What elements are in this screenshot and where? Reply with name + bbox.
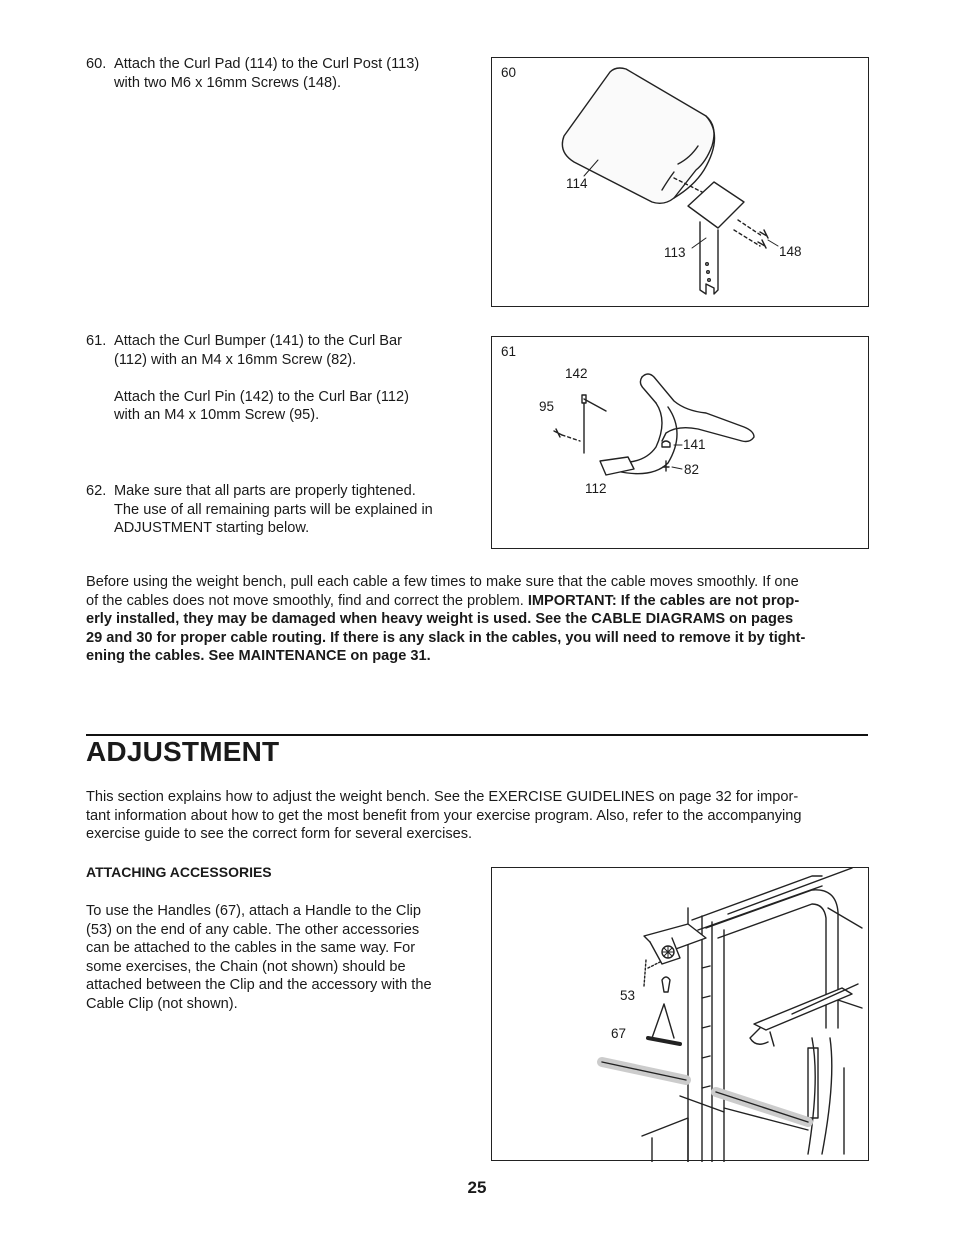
page-number: 25 [467, 1178, 487, 1197]
step-61 [86, 332, 476, 428]
section-title: ADJUSTMENT [86, 736, 280, 767]
label-curl-pin: 142 [565, 366, 588, 381]
label-clip: 53 [620, 988, 636, 1003]
label-curl-bumper: 141 [683, 437, 706, 452]
adjustment-intro: This section explains how to adjust the weight bench. See the EXERCISE GUIDELINES on page 32 for impor- tant information about how to get the most benefit from your exercise program. Also, refer to the accompanying exercise guide to see the correct form for several exercises. [86, 789, 802, 842]
step-text: Attach the Curl Pad (114) to the Curl Post (113) with two M6 x 16mm Screws (148). [114, 56, 420, 91]
figure-accessories [491, 867, 869, 1161]
figure-61 [491, 336, 869, 549]
step-62 [86, 482, 476, 542]
step-60 [86, 55, 476, 95]
label-screws: 148 [779, 244, 802, 259]
step-text: Attach the Curl Bumper (141) to the Curl Bar (112) with an M4 x 16mm Screw (82). Attach the Curl Pin (142) to the Curl Bar (112) with an M4 x 10mm Screw (95). [114, 333, 409, 423]
label-curl-pad: 114 [566, 176, 588, 191]
figure-tag: 60 [501, 65, 517, 80]
step-number: 61. [86, 333, 107, 349]
label-curl-post: 113 [664, 245, 686, 260]
curl-bar-diagram [492, 337, 870, 550]
weight-bench-tower-diagram [492, 868, 870, 1162]
label-handle: 67 [611, 1026, 627, 1041]
figure-60 [491, 57, 869, 307]
step-text: Make sure that all parts are properly tightened. The use of all remaining parts will be explained in ADJUSTMENT starting below. [114, 483, 433, 536]
figure-tag: 61 [501, 344, 517, 359]
subheading-attaching-accessories: ATTACHING ACCESSORIES [86, 864, 272, 880]
step-number: 62. [86, 483, 107, 499]
curl-pad-diagram [492, 58, 870, 308]
label-screw-82: 82 [684, 462, 700, 477]
accessories-text: To use the Handles (67), attach a Handle to the Clip (53) on the end of any cable. The other accessories can be attached to the cables in the same way. For some exercises, the Chain (not shown) should be attached between the Clip and the accessory with the Cable Clip (not shown). [86, 903, 432, 1012]
label-curl-bar: 112 [585, 481, 607, 496]
cable-note: Before using the weight bench, pull each cable a few times to make sure that the cable moves smoothly. If one of the cables does not move smoothly, find and correct the problem. IMPORTANT: If the cables are not prop- erly installed, they may be damaged when heavy weight is used. See the CABLE DIAGRAMS on pages 29 and 30 for proper cable routing. If there is any slack in the cables, you will need to remove it by tight- ening the cables. See MAINTENANCE on page 31. [86, 574, 806, 664]
step-number: 60. [86, 56, 107, 72]
label-screw-95: 95 [539, 399, 555, 414]
